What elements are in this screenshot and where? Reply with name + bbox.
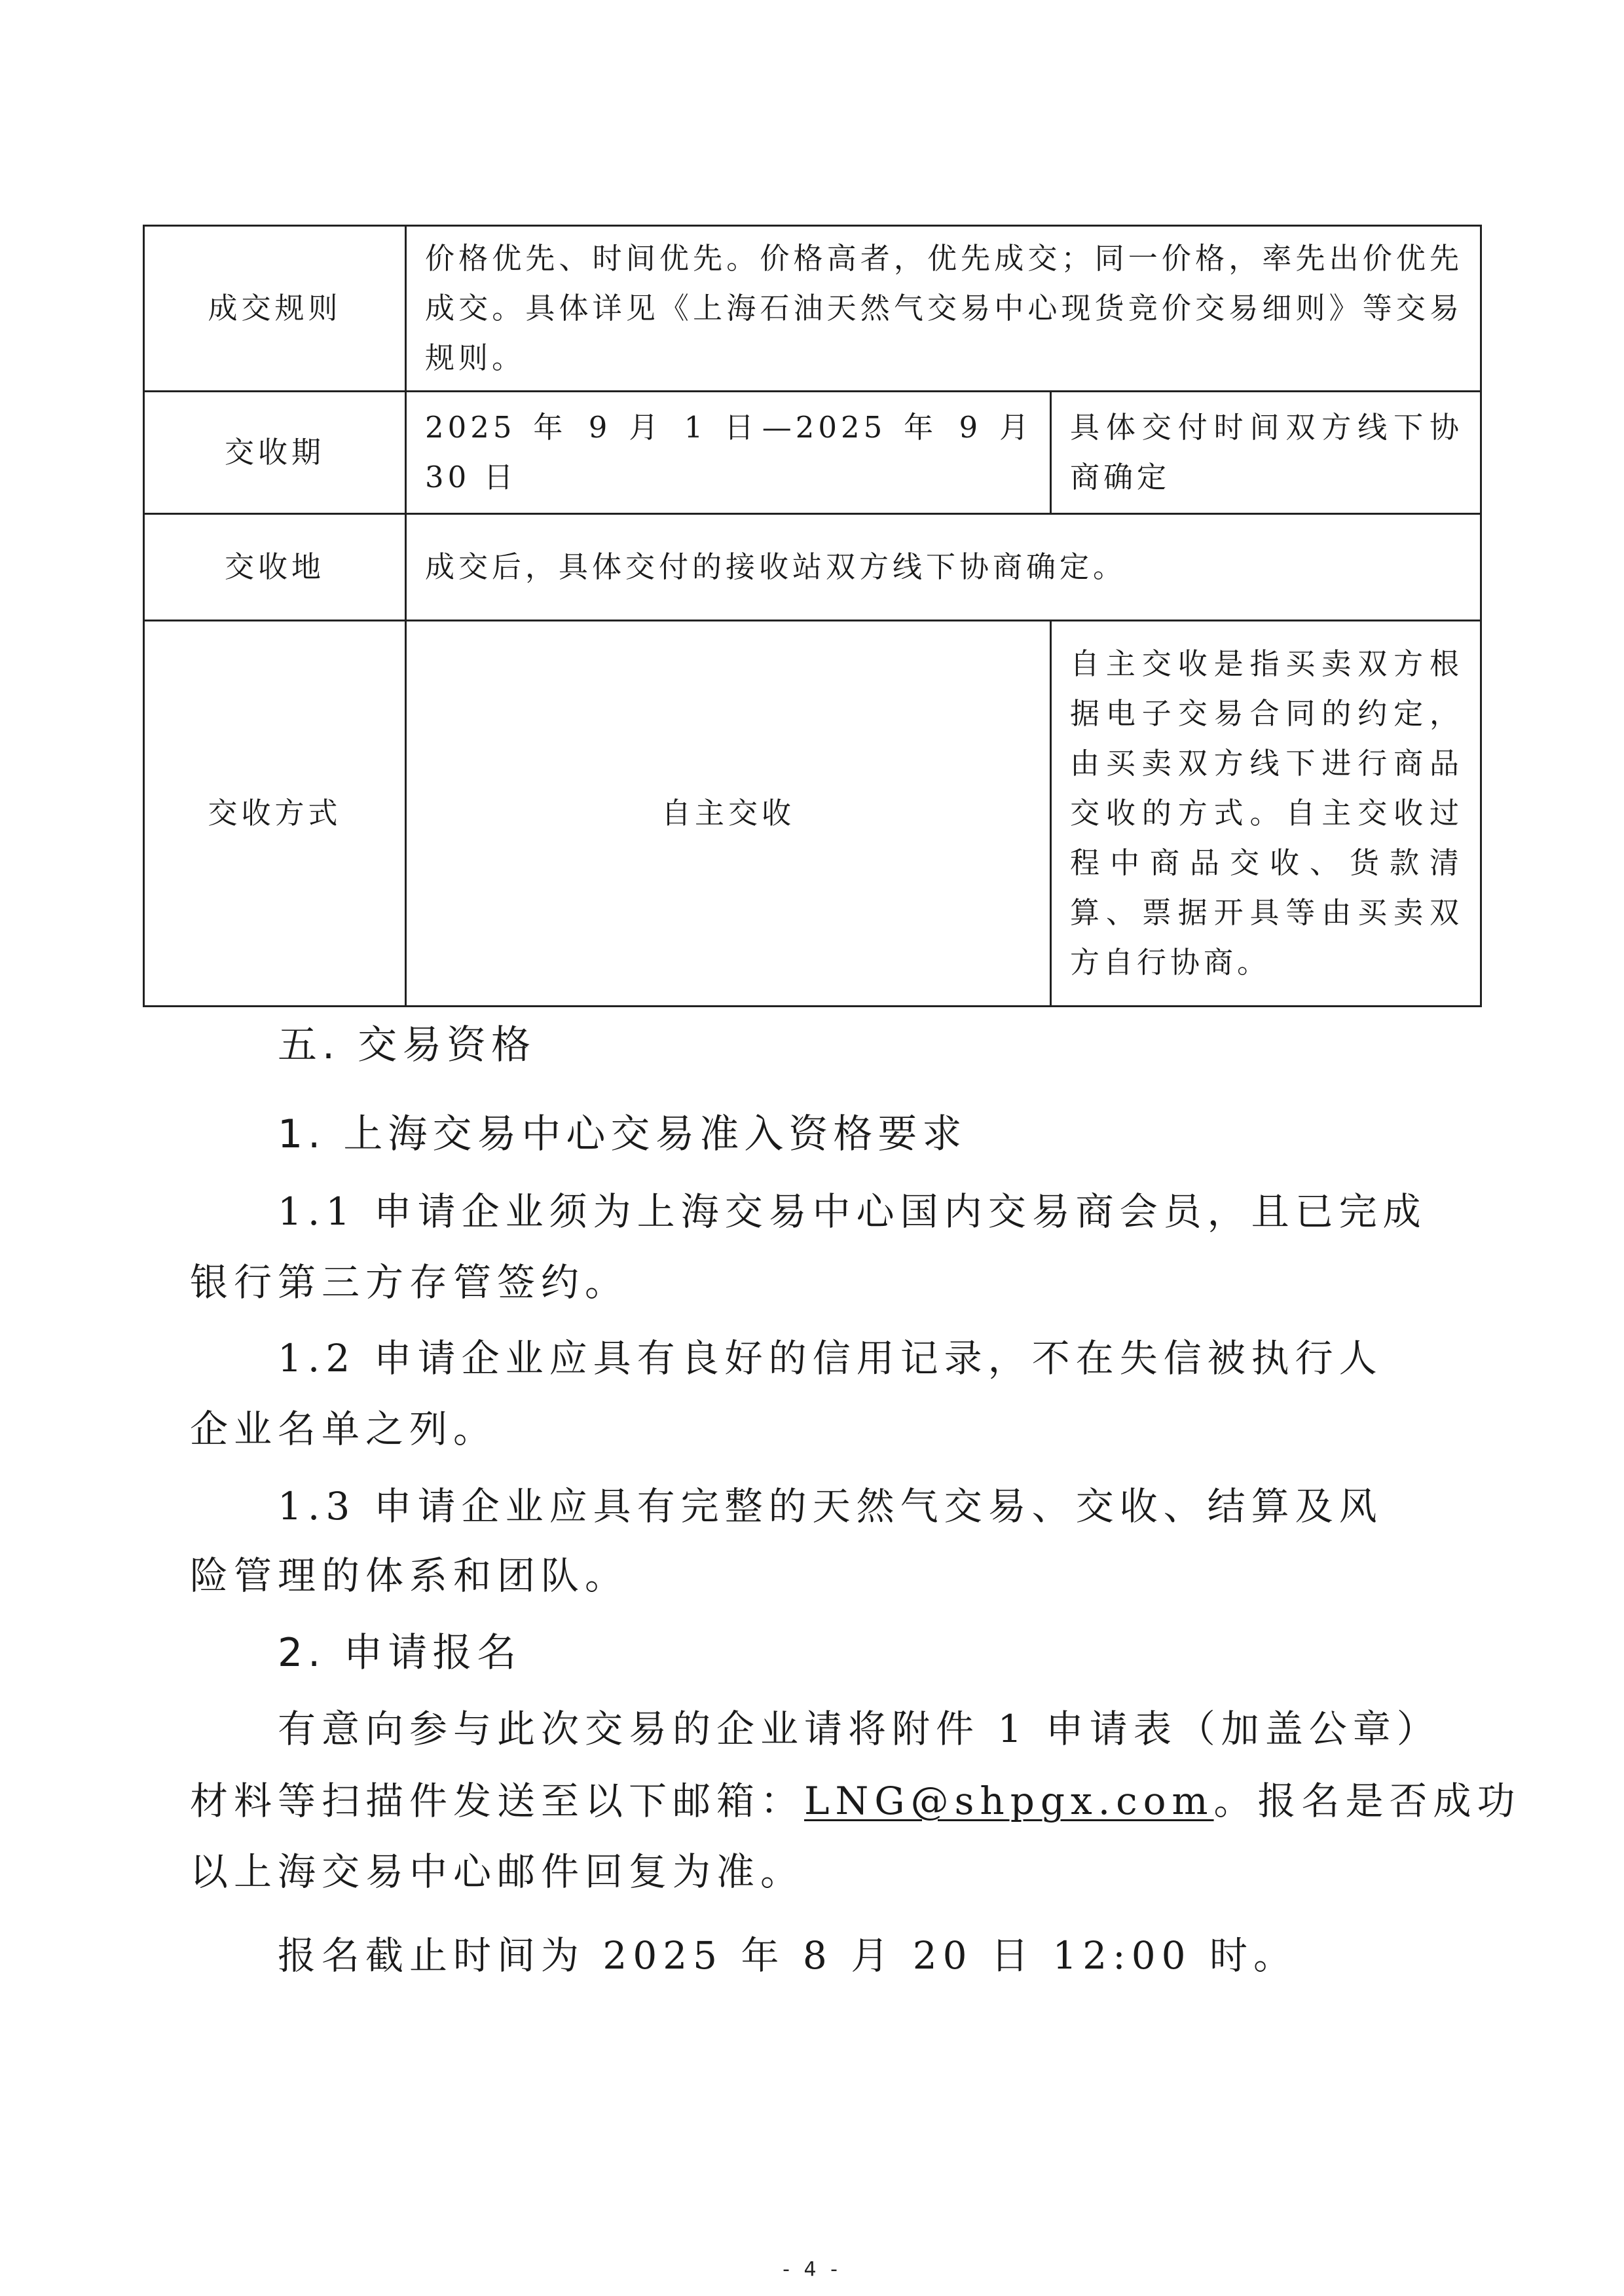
row-label-delivery-place: 交收地 — [144, 514, 406, 621]
row-value-delivery-method: 自主交收 — [406, 621, 1051, 1007]
subsection-1-heading: 1. 上海交易中心交易准入资格要求 — [278, 1111, 967, 1157]
table-row — [144, 514, 1481, 621]
email-link[interactable]: LNG@shpgx.com — [804, 1779, 1214, 1823]
row-note-delivery-period: 具体交付时间双方线下协商确定 — [1051, 392, 1481, 514]
apply-paragraph-line-3: 以上海交易中心邮件回复为准。 — [190, 1849, 805, 1894]
item-1-1-line-1: 1.1 申请企业须为上海交易中心国内交易商会员，且已完成 — [278, 1189, 1427, 1234]
item-1-1-line-2: 银行第三方存管签约。 — [190, 1260, 629, 1305]
table-row — [144, 621, 1481, 1007]
item-1-3-line-1: 1.3 申请企业应具有完整的天然气交易、交收、结算及风 — [278, 1484, 1383, 1528]
row-label-trade-rule: 成交规则 — [144, 226, 406, 392]
item-1-2-line-1: 1.2 申请企业应具有良好的信用记录，不在失信被执行人 — [278, 1336, 1383, 1380]
row-label-delivery-method: 交收方式 — [144, 621, 406, 1007]
apply-paragraph-line-1: 有意向参与此次交易的企业请将附件 1 申请表（加盖公章） — [278, 1707, 1441, 1751]
table-row — [144, 226, 1481, 392]
trade-info-table — [143, 225, 1482, 1007]
apply-paragraph-line-2 — [190, 1775, 1521, 1827]
row-value-delivery-period: 2025 年 9 月 1 日—2025 年 9 月 30 日 — [406, 392, 1051, 514]
page-number: - 4 - — [783, 2258, 841, 2281]
row-value-trade-rule: 价格优先、时间优先。价格高者，优先成交；同一价格，率先出价优先成交。具体详见《上海石油天然气交易中心现货竞价交易细则》等交易规则。 — [406, 226, 1481, 392]
row-value-delivery-place: 成交后，具体交付的接收站双方线下协商确定。 — [406, 514, 1481, 621]
item-1-3-line-2: 险管理的体系和团队。 — [190, 1553, 629, 1598]
registration-deadline: 报名截止时间为 2025 年 8 月 20 日 12:00 时。 — [278, 1933, 1297, 1978]
subsection-2-heading: 2. 申请报名 — [278, 1630, 522, 1676]
row-label-delivery-period: 交收期 — [144, 392, 406, 514]
apply-paragraph-text-before-email: 材料等扫描件发送至以下邮箱： — [190, 1779, 805, 1823]
section-5-heading: 五. 交易资格 — [278, 1022, 536, 1068]
apply-paragraph-text-after-email: 。报名是否成功 — [1213, 1779, 1521, 1823]
row-note-delivery-method: 自主交收是指买卖双方根据电子交易合同的约定，由买卖双方线下进行商品交收的方式。自主交收过程中商品交收、货款清算、票据开具等由买卖双方自行协商。 — [1051, 621, 1481, 1007]
table-row — [144, 392, 1481, 514]
item-1-2-line-2: 企业名单之列。 — [190, 1407, 498, 1451]
